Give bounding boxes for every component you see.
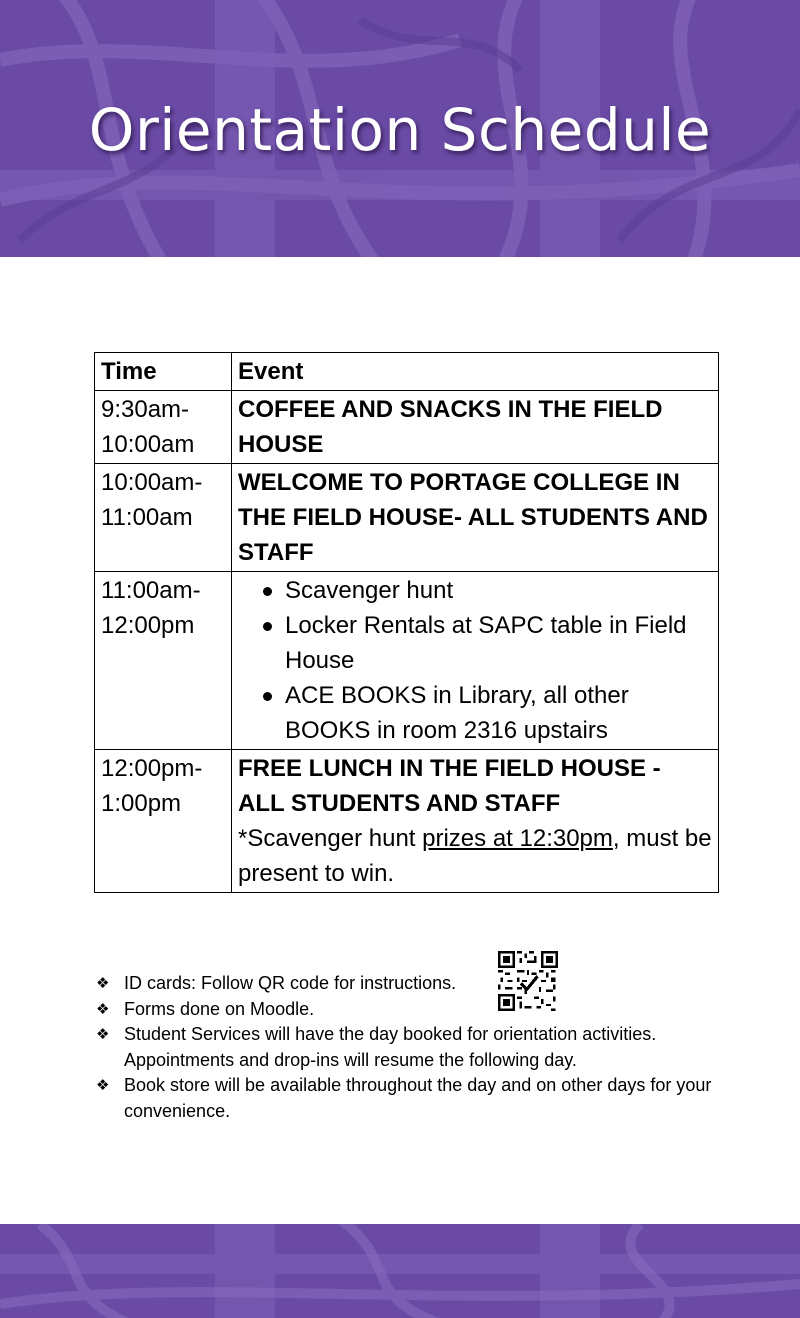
table-row (95, 750, 719, 893)
floral-pattern-graphic (0, 1224, 800, 1318)
note-text: Student Services will have the day booked for orientation activities. Appointments and drop-ins will resume the following day. (124, 1024, 657, 1070)
diamond-bullet-icon: ❖ (96, 999, 110, 1018)
note-prefix: *Scavenger hunt (238, 825, 423, 852)
activity-list (238, 573, 712, 748)
note-text: Book store will be available throughout the day and on other days for your convenience. (124, 1075, 712, 1121)
prize-time-text: prizes at 12:30pm (422, 825, 613, 852)
page-title: Orientation Schedule (88, 96, 712, 164)
time-start: 12:00pm- (101, 755, 203, 782)
diamond-bullet-icon: ❖ (96, 974, 110, 992)
event-note (238, 821, 712, 891)
table-row (95, 572, 719, 750)
time-end: 1:00pm (101, 790, 182, 817)
time-cell (95, 572, 232, 750)
event-header: Event (232, 353, 719, 391)
diamond-bullet-icon: ❖ (96, 1076, 110, 1094)
schedule-table (94, 352, 719, 893)
list-item: ACE BOOKS in Library, all other BOOKS in room 2316 upstairs (285, 678, 712, 748)
table-header-row (95, 353, 719, 391)
event-title: FREE LUNCH IN THE FIELD HOUSE - ALL STUDENTS AND STAFF (238, 755, 661, 817)
event-cell: COFFEE AND SNACKS IN THE FIELD HOUSE (232, 391, 719, 464)
event-cell (232, 572, 719, 750)
time-cell (95, 464, 232, 572)
list-item: Locker Rentals at SAPC table in Field House (285, 608, 712, 678)
list-item (94, 1022, 714, 1073)
table-row (95, 464, 719, 572)
time-start: 9:30am- (101, 396, 190, 423)
time-cell (95, 750, 232, 893)
list-item (94, 997, 714, 1023)
note-suffix: , must be present to win. (238, 825, 712, 887)
qr-code[interactable] (498, 951, 558, 1011)
time-start: 10:00am- (101, 469, 203, 496)
header-banner (0, 0, 800, 257)
diamond-bullet-icon: ❖ (96, 1025, 110, 1043)
table-row (95, 391, 719, 464)
time-header: Time (95, 353, 232, 391)
notes-list (94, 971, 714, 1124)
time-end: 12:00pm (101, 612, 195, 639)
time-end: 11:00am (101, 504, 193, 531)
list-item (94, 971, 714, 997)
event-cell (232, 750, 719, 893)
time-end: 10:00am (101, 431, 195, 458)
list-item: Scavenger hunt (285, 573, 712, 608)
note-text: ID cards: Follow QR code for instructions. (124, 973, 457, 993)
list-item (94, 1073, 714, 1124)
time-cell (95, 391, 232, 464)
event-cell: WELCOME TO PORTAGE COLLEGE IN THE FIELD HOUSE- ALL STUDENTS AND STAFF (232, 464, 719, 572)
footer-banner (0, 1224, 800, 1318)
time-start: 11:00am- (101, 577, 201, 604)
note-text: Forms done on Moodle. (124, 998, 315, 1019)
